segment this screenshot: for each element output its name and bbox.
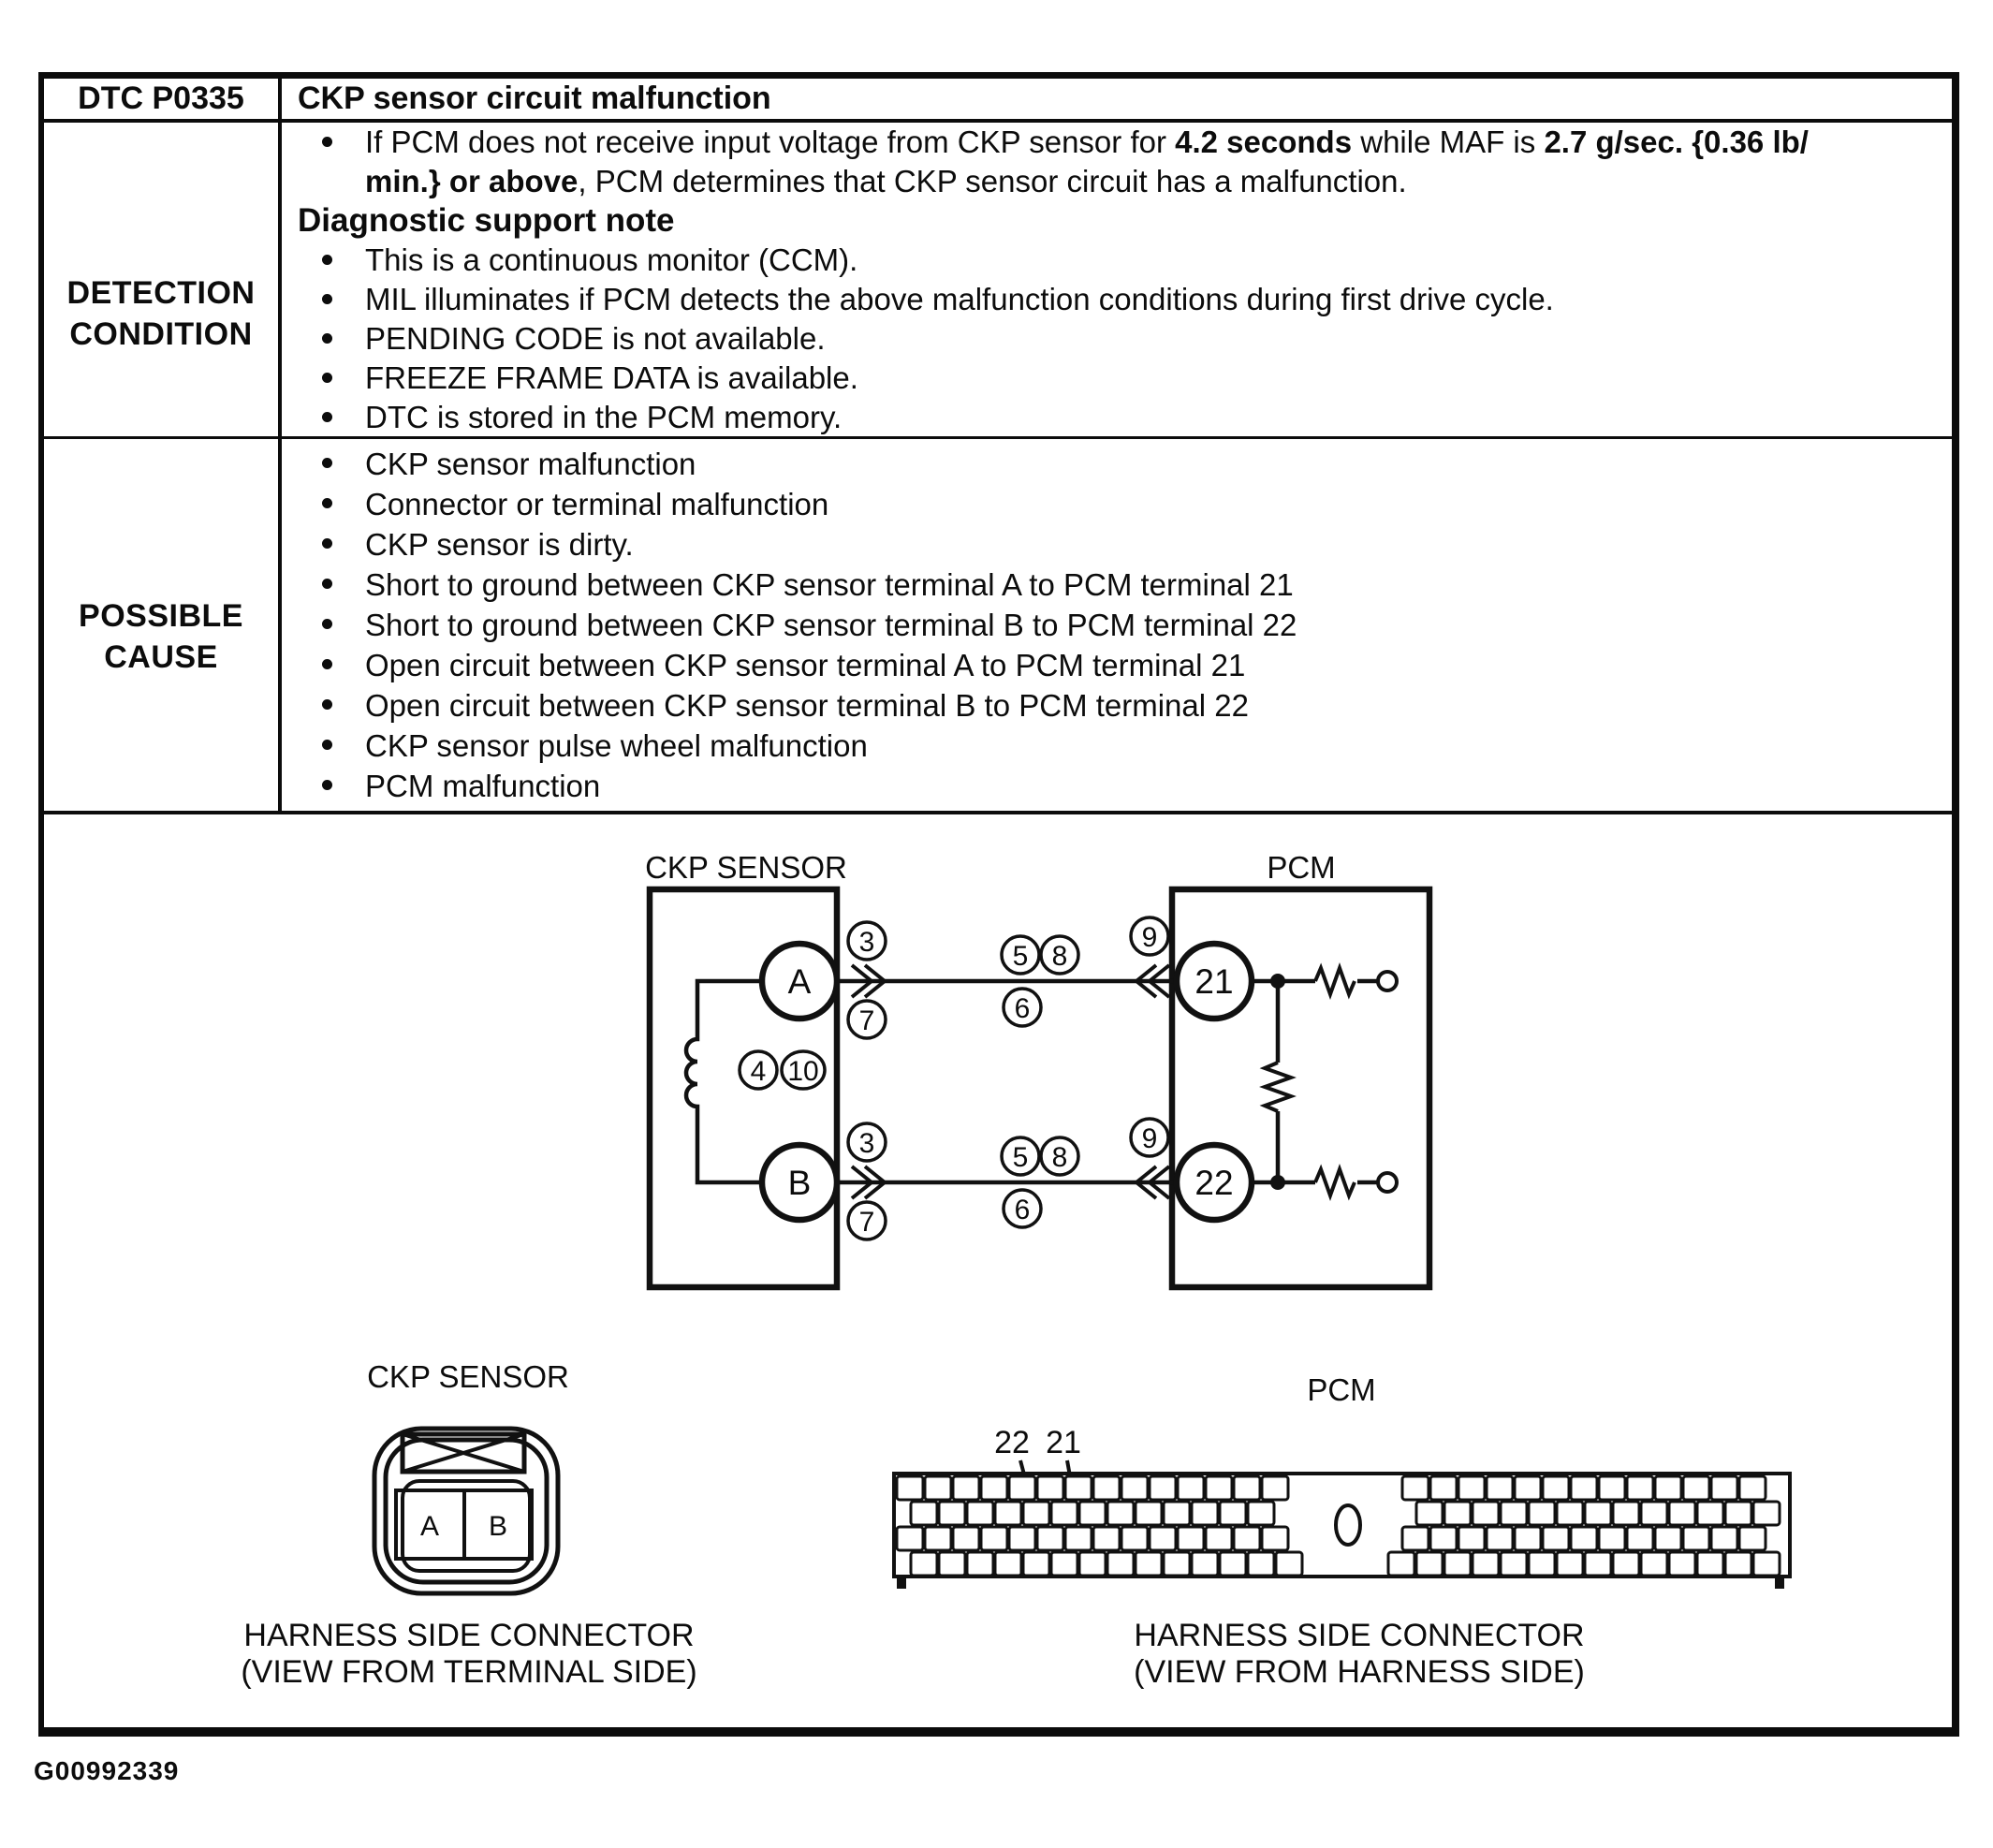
wire-mark-6: 6	[1014, 993, 1031, 1024]
pcm-connector-caption: HARNESS SIDE CONNECTOR (VIEW FROM HARNESS SIDE)	[1134, 1618, 1585, 1690]
cause-item: Open circuit between CKP sensor terminal A to PCM terminal 21	[298, 645, 1959, 685]
resistor-icon	[1315, 1169, 1355, 1195]
wire-mark-7: 7	[858, 1005, 875, 1036]
detection-note-item: MIL illuminates if PCM detects the above malfunction conditions during first drive cycle.	[298, 280, 1959, 319]
wire-mark-9: 9	[1141, 1123, 1158, 1154]
dtc-code-cell	[44, 79, 278, 119]
ckp-terminal-b-label: B	[488, 1511, 508, 1542]
diagnostic-support-note-heading: Diagnostic support note	[298, 202, 675, 239]
dtc-title-cell	[298, 79, 1945, 119]
pcm-pin-22-label: 22	[994, 1425, 1030, 1460]
circuit-ckp-title: CKP SENSOR	[645, 850, 847, 885]
wire-mark-5: 5	[1012, 1142, 1029, 1173]
figure-id: G00992339	[34, 1756, 180, 1785]
open-terminal-icon	[1378, 972, 1397, 990]
pcm-connector-title: PCM	[1307, 1372, 1376, 1407]
wire-mark-7: 7	[858, 1207, 875, 1238]
circuit-pcm-title: PCM	[1267, 850, 1336, 885]
pcm-connector-foot	[897, 1577, 906, 1589]
pcm-pin-grid	[897, 1476, 1780, 1576]
detection-intro-line1: If PCM does not receive input voltage from CKP sensor for 4.2 seconds while MAF is 2.7 g/sec. {0.36 lb/	[298, 123, 1959, 162]
possible-cause-label: POSSIBLE CAUSE	[79, 598, 243, 675]
open-terminal-icon	[1378, 1173, 1397, 1192]
terminal-a-label: A	[787, 962, 812, 1001]
detection-note-item: This is a continuous monitor (CCM).	[298, 241, 1959, 280]
possible-cause-content	[298, 444, 1959, 806]
wire-mark-6: 6	[1014, 1195, 1031, 1225]
ckp-terminal-a-label: A	[419, 1511, 440, 1542]
ckp-connector-drawing	[360, 1418, 571, 1606]
wire-mark-8: 8	[1051, 941, 1068, 972]
detection-intro-line2: min.} or above, PCM determines that CKP sensor circuit has a malfunction.	[365, 164, 1407, 198]
detection-note-item: FREEZE FRAME DATA is available.	[298, 359, 1959, 398]
pcm-connector-drawing	[885, 1404, 1797, 1596]
wire-mark-3: 3	[858, 1128, 875, 1159]
cause-item: Short to ground between CKP sensor terminal B to PCM terminal 22	[298, 605, 1959, 645]
column-divider	[278, 72, 282, 814]
junction-dot	[1270, 1175, 1285, 1190]
cause-item: CKP sensor is dirty.	[298, 524, 1959, 565]
wire-mark-9: 9	[1141, 922, 1158, 953]
dtc-title: CKP sensor circuit malfunction	[298, 81, 771, 116]
wire-mark-3: 3	[858, 927, 875, 958]
wire-mark-8: 8	[1051, 1142, 1068, 1173]
terminal-21-label: 21	[1194, 962, 1234, 1001]
cause-item: CKP sensor malfunction	[298, 444, 1959, 484]
pcm-connector-foot	[1775, 1577, 1784, 1589]
cause-item: CKP sensor pulse wheel malfunction	[298, 726, 1959, 766]
cause-item: PCM malfunction	[298, 766, 1959, 806]
pcm-connector-bolt-hole	[1336, 1505, 1360, 1545]
row-separator-cause	[38, 811, 1959, 814]
cause-item: Short to ground between CKP sensor terminal A to PCM terminal 21	[298, 565, 1959, 605]
detection-condition-label: DETECTION CONDITION	[66, 275, 256, 352]
table-border-top	[38, 72, 1959, 79]
ckp-connector-title: CKP SENSOR	[367, 1359, 569, 1394]
detection-condition-content	[298, 123, 1959, 437]
ckp-connector-caption: HARNESS SIDE CONNECTOR (VIEW FROM TERMINAL SIDE)	[241, 1618, 697, 1690]
detection-note-item: PENDING CODE is not available.	[298, 319, 1959, 359]
cause-item: Connector or terminal malfunction	[298, 484, 1959, 524]
circuit-diagram	[599, 829, 1460, 1315]
wire-mark-4: 4	[750, 1056, 767, 1087]
terminal-22-label: 22	[1194, 1164, 1234, 1202]
cause-item: Open circuit between CKP sensor terminal B to PCM terminal 22	[298, 685, 1959, 726]
resistor-icon	[1265, 1063, 1291, 1111]
detection-note-item: DTC is stored in the PCM memory.	[298, 398, 1959, 437]
wire-mark-5: 5	[1012, 941, 1029, 972]
junction-dot	[1270, 974, 1285, 989]
terminal-b-label: B	[787, 1164, 812, 1202]
wire-mark-10: 10	[787, 1056, 819, 1087]
dtc-code: DTC P0335	[78, 81, 244, 116]
resistor-icon	[1315, 968, 1355, 994]
table-border-bottom	[38, 1727, 1959, 1737]
pcm-pin-21-label: 21	[1046, 1425, 1081, 1460]
